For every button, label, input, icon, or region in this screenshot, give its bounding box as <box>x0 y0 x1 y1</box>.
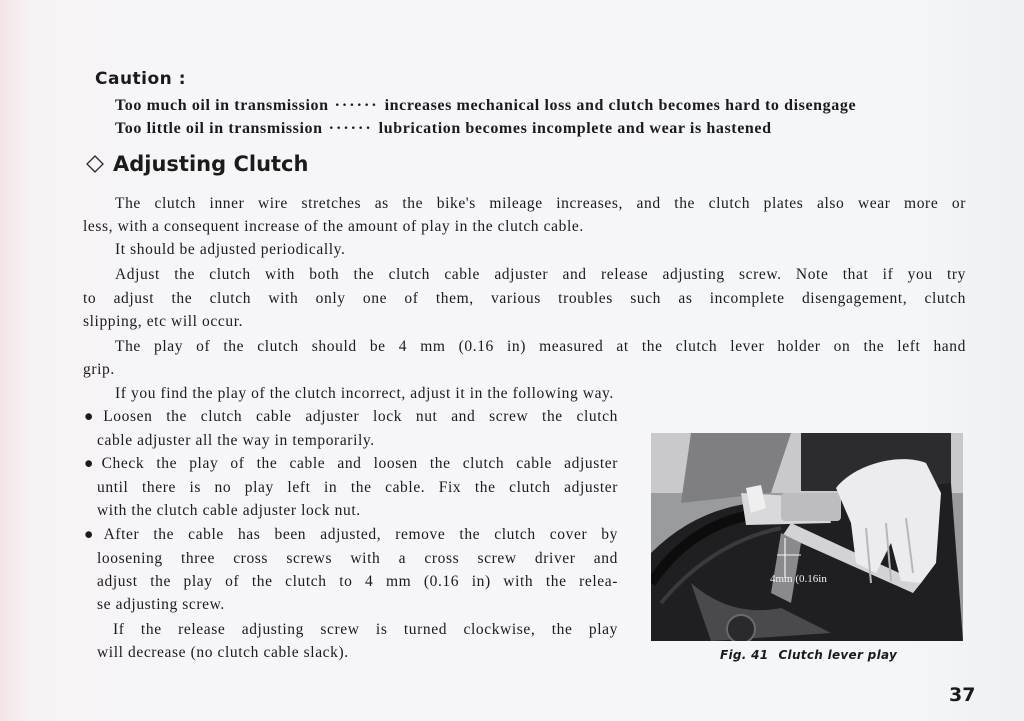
step-line: loosening three cross screws with a cross screw driver and <box>97 550 618 567</box>
clutch-lever-photo <box>651 433 963 641</box>
body-line: less, with a consequent increase of the amount of play in the clutch cable. <box>83 218 584 235</box>
body-line: to adjust the clutch with only one of them, various troubles such as incomplete disengagement, clutch <box>83 290 966 307</box>
body-line: The clutch inner wire stretches as the bike's mileage increases, and the clutch plates also wear more or <box>115 195 966 212</box>
body-line: The play of the clutch should be 4 mm (0.16 in) measured at the clutch lever holder on the left hand <box>115 338 966 355</box>
body-line: grip. <box>83 361 115 378</box>
caution-leader: ······ <box>328 120 373 137</box>
caution-row <box>115 97 856 115</box>
step-bullet-line: ●After the cable has been adjusted, remove the clutch cover by <box>84 526 618 543</box>
step-bullet-line: ●Check the play of the cable and loosen the clutch cable adjuster <box>84 455 618 472</box>
page-number: 37 <box>949 684 976 706</box>
step-line: will decrease (no clutch cable slack). <box>97 644 349 661</box>
step-bullet-line: ●Loosen the clutch cable adjuster lock nut and screw the clutch <box>84 408 618 425</box>
section-heading <box>86 152 308 176</box>
step-line: se adjusting screw. <box>97 596 225 613</box>
body-line: If you find the play of the clutch incorrect, adjust it in the following way. <box>115 385 614 402</box>
caution-effect: lubrication becomes incomplete and wear is hastened <box>378 120 772 137</box>
caution-leader: ······ <box>334 97 379 114</box>
figure-number: Fig. 41 <box>720 648 769 662</box>
caution-condition: Too little oil in transmission <box>115 120 323 137</box>
section-heading-text: Adjusting Clutch <box>113 152 309 176</box>
step-line: If the release adjusting screw is turned clockwise, the play <box>113 621 618 638</box>
figure-caption <box>720 648 897 662</box>
step-line: until there is no play left in the cable. Fix the clutch adjuster <box>97 479 618 496</box>
step-line: cable adjuster all the way in temporarily. <box>97 432 375 449</box>
diamond-bullet-icon <box>86 155 104 173</box>
caution-row <box>115 120 772 138</box>
body-line: slipping, etc will occur. <box>83 313 244 330</box>
step-line: adjust the play of the clutch to 4 mm (0.16 in) with the relea- <box>97 573 618 590</box>
caution-condition: Too much oil in transmission <box>115 97 329 114</box>
body-line: Adjust the clutch with both the clutch cable adjuster and release adjusting screw. Note that if you try <box>115 266 966 283</box>
body-line: It should be adjusted periodically. <box>115 241 346 258</box>
step-line: with the clutch cable adjuster lock nut. <box>97 502 361 519</box>
measurement-label: 4mm (0.16in <box>770 573 827 585</box>
caution-title: Caution : <box>95 69 187 89</box>
figure-caption-text: Clutch lever play <box>778 648 898 662</box>
caution-effect: increases mechanical loss and clutch becomes hard to disengage <box>384 97 857 114</box>
